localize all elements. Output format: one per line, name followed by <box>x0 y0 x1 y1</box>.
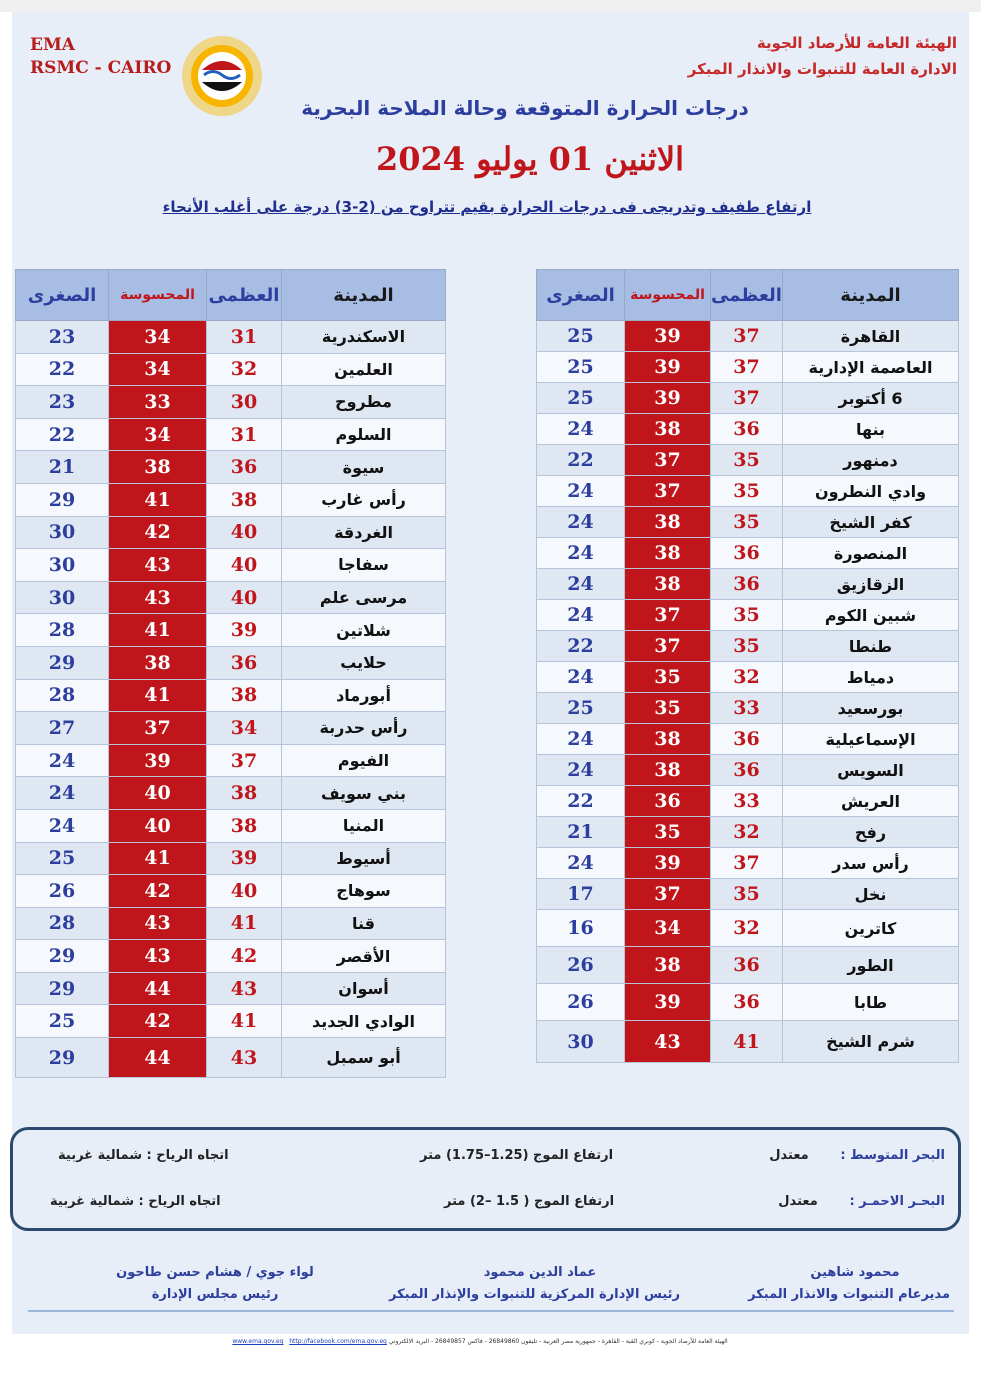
max-temp-cell: 35 <box>711 879 783 910</box>
min-temp-cell: 24 <box>537 414 625 445</box>
table-row <box>16 744 446 777</box>
max-temp-cell: 32 <box>711 662 783 693</box>
feels-like-cell: 41 <box>109 679 207 712</box>
max-temp-cell: 35 <box>711 631 783 662</box>
feels-like-cell: 41 <box>109 842 207 875</box>
min-temp-cell: 24 <box>537 476 625 507</box>
city-cell: مرسى علم <box>282 581 446 614</box>
city-cell: طابا <box>783 984 959 1021</box>
min-temp-cell: 22 <box>16 353 109 386</box>
red-sea-name-group <box>778 1194 945 1209</box>
feels-like-cell: 39 <box>625 848 711 879</box>
table-row <box>16 842 446 875</box>
feels-like-cell: 42 <box>109 875 207 908</box>
city-cell: أسيوط <box>282 842 446 875</box>
signature-director-general <box>748 1262 950 1306</box>
feels-like-cell: 38 <box>625 947 711 984</box>
right-strip <box>969 12 981 1373</box>
city-cell: السويس <box>783 755 959 786</box>
table-header-row <box>16 270 446 321</box>
table-row <box>537 352 959 383</box>
table-row <box>16 1038 446 1078</box>
city-cell: المنيا <box>282 809 446 842</box>
city-cell: الإسماعيلية <box>783 724 959 755</box>
table-row <box>16 907 446 940</box>
max-temp-cell: 40 <box>207 581 282 614</box>
min-temp-cell: 29 <box>16 972 109 1005</box>
min-temp-cell: 29 <box>16 940 109 973</box>
table-row <box>16 712 446 745</box>
table-row <box>16 972 446 1005</box>
feels-like-cell: 38 <box>625 569 711 600</box>
max-temp-cell: 38 <box>207 679 282 712</box>
table-row <box>16 386 446 419</box>
max-temp-cell: 43 <box>207 1038 282 1078</box>
table-row <box>16 549 446 582</box>
red-sea-wave: ارتفاع الموج ( 1.5 –2) متر <box>444 1194 615 1209</box>
max-temp-cell: 36 <box>711 724 783 755</box>
organization-name <box>688 30 957 82</box>
feels-like-cell: 38 <box>625 755 711 786</box>
signature-central-admin <box>389 1262 680 1306</box>
feels-like-cell: 35 <box>625 693 711 724</box>
city-cell: رأس حدربة <box>282 712 446 745</box>
min-temp-cell: 24 <box>537 848 625 879</box>
max-temp-cell: 41 <box>207 907 282 940</box>
min-temp-cell: 24 <box>537 507 625 538</box>
min-temp-cell: 21 <box>537 817 625 848</box>
red-sea-wind: اتجاه الرياح : شمالية غربية <box>50 1194 221 1209</box>
max-temp-cell: 36 <box>711 569 783 600</box>
max-temp-cell: 35 <box>711 507 783 538</box>
ema-label <box>30 34 171 80</box>
feels-like-cell: 44 <box>109 972 207 1005</box>
table-row <box>16 581 446 614</box>
table-row <box>16 679 446 712</box>
table-row <box>537 445 959 476</box>
min-temp-cell: 24 <box>537 569 625 600</box>
max-temp-cell: 34 <box>207 712 282 745</box>
left-temperature-table <box>15 269 446 1078</box>
table-row <box>537 631 959 662</box>
city-cell: طنطا <box>783 631 959 662</box>
table-row <box>537 538 959 569</box>
min-temp-cell: 25 <box>16 842 109 875</box>
city-cell: أسوان <box>282 972 446 1005</box>
feels-like-cell: 43 <box>109 940 207 973</box>
min-temp-cell: 24 <box>537 755 625 786</box>
table-row <box>16 418 446 451</box>
min-temp-cell: 25 <box>537 321 625 352</box>
forecast-date: الاثنين 01 يوليو 2024 <box>375 140 685 178</box>
table-row <box>16 1005 446 1038</box>
table-row <box>16 940 446 973</box>
header-max: العظمى <box>207 270 282 321</box>
min-temp-cell: 23 <box>16 321 109 354</box>
city-cell: أبورماد <box>282 679 446 712</box>
city-cell: الأقصر <box>282 940 446 973</box>
feels-like-cell: 40 <box>109 777 207 810</box>
city-cell: قنا <box>282 907 446 940</box>
max-temp-cell: 42 <box>207 940 282 973</box>
max-temp-cell: 38 <box>207 483 282 516</box>
min-temp-cell: 24 <box>537 600 625 631</box>
feels-like-cell: 39 <box>109 744 207 777</box>
city-cell: العاصمة الإدارية <box>783 352 959 383</box>
city-cell: شرم الشيخ <box>783 1021 959 1063</box>
feels-like-cell: 38 <box>625 724 711 755</box>
max-temp-cell: 39 <box>207 842 282 875</box>
city-cell: بورسعيد <box>783 693 959 724</box>
org-line2: الادارة العامة للتنبوات والانذار المبكر <box>687 60 957 78</box>
city-cell: المنصورة <box>783 538 959 569</box>
min-temp-cell: 30 <box>16 549 109 582</box>
table-row <box>537 984 959 1021</box>
med-sea-wind: اتجاه الرياح : شمالية غربية <box>58 1148 229 1163</box>
min-temp-cell: 28 <box>16 907 109 940</box>
table-row <box>16 614 446 647</box>
min-temp-cell: 30 <box>16 581 109 614</box>
min-temp-cell: 28 <box>16 614 109 647</box>
header-city: المدينة <box>783 270 959 321</box>
org-line1: الهيئة العامة للأرصاد الجوية <box>756 34 957 52</box>
min-temp-cell: 30 <box>16 516 109 549</box>
min-temp-cell: 26 <box>16 875 109 908</box>
max-temp-cell: 38 <box>207 809 282 842</box>
min-temp-cell: 22 <box>537 445 625 476</box>
header-max: العظمى <box>711 270 783 321</box>
city-cell: حلايب <box>282 646 446 679</box>
city-cell: أبو سمبل <box>282 1038 446 1078</box>
feels-like-cell: 42 <box>109 516 207 549</box>
min-temp-cell: 25 <box>537 352 625 383</box>
table-row <box>16 777 446 810</box>
table-row <box>16 483 446 516</box>
table-row <box>16 646 446 679</box>
feels-like-cell: 37 <box>625 445 711 476</box>
table-row <box>537 662 959 693</box>
table-row <box>537 755 959 786</box>
min-temp-cell: 24 <box>537 538 625 569</box>
city-cell: السلوم <box>282 418 446 451</box>
feels-like-cell: 42 <box>109 1005 207 1038</box>
forecast-summary: ارتفاع طفيف وتدريجى فى درجات الحرارة بقيم تتراوح من (2-3) درجة على أغلب الأنحاء <box>162 198 812 216</box>
feels-like-cell: 38 <box>625 538 711 569</box>
city-cell: الزقازيق <box>783 569 959 600</box>
feels-like-cell: 44 <box>109 1038 207 1078</box>
top-strip <box>0 0 981 12</box>
header-feels: المحسوسة <box>625 270 711 321</box>
min-temp-cell: 25 <box>537 383 625 414</box>
max-temp-cell: 35 <box>711 600 783 631</box>
city-cell: دمياط <box>783 662 959 693</box>
table-row <box>537 569 959 600</box>
max-temp-cell: 40 <box>207 549 282 582</box>
min-temp-cell: 29 <box>16 1038 109 1078</box>
page-title: درجات الحرارة المتوقعة وحالة الملاحة البحرية <box>301 96 749 120</box>
footer-text: الهيئة العامة للأرصاد الجوية - كوبري القبة - القاهرة - جمهورية مصر العربية - تليفون 26849860 - فاكس 26849857 - البريد الالكتروني <box>388 1338 728 1345</box>
feels-like-cell: 38 <box>109 646 207 679</box>
city-cell: العريش <box>783 786 959 817</box>
feels-like-cell: 43 <box>625 1021 711 1063</box>
feels-like-cell: 35 <box>625 817 711 848</box>
feels-like-cell: 37 <box>109 712 207 745</box>
feels-like-cell: 37 <box>625 476 711 507</box>
max-temp-cell: 36 <box>711 755 783 786</box>
max-temp-cell: 36 <box>207 451 282 484</box>
city-cell: سفاجا <box>282 549 446 582</box>
feels-like-cell: 43 <box>109 907 207 940</box>
table-row <box>16 451 446 484</box>
med-sea-name-group <box>769 1148 945 1163</box>
feels-like-cell: 39 <box>625 352 711 383</box>
city-cell: شبين الكوم <box>783 600 959 631</box>
max-temp-cell: 36 <box>711 984 783 1021</box>
feels-like-cell: 33 <box>109 386 207 419</box>
city-cell: بني سويف <box>282 777 446 810</box>
max-temp-cell: 37 <box>711 352 783 383</box>
city-cell: كاترين <box>783 910 959 947</box>
min-temp-cell: 28 <box>16 679 109 712</box>
feels-like-cell: 39 <box>625 383 711 414</box>
feels-like-cell: 43 <box>109 549 207 582</box>
feels-like-cell: 36 <box>625 786 711 817</box>
signature-name: عماد الدين محمود <box>483 1265 597 1280</box>
min-temp-cell: 22 <box>537 631 625 662</box>
signature-role: مديرعام التنبوات والانذار المبكر <box>748 1287 950 1302</box>
signature-name: محمود شاهين <box>810 1265 900 1280</box>
signature-role: رئيس مجلس الإدارة <box>151 1287 279 1302</box>
city-cell: الغردقة <box>282 516 446 549</box>
city-cell: كفر الشيخ <box>783 507 959 538</box>
max-temp-cell: 32 <box>711 817 783 848</box>
table-row <box>537 693 959 724</box>
min-temp-cell: 30 <box>537 1021 625 1063</box>
min-temp-cell: 21 <box>16 451 109 484</box>
table-header-row <box>537 270 959 321</box>
table-row <box>537 947 959 984</box>
city-cell: دمنهور <box>783 445 959 476</box>
red-sea-name: البحـر الاحمـر : <box>849 1194 945 1209</box>
min-temp-cell: 24 <box>16 744 109 777</box>
min-temp-cell: 27 <box>16 712 109 745</box>
right-temperature-table <box>536 269 959 1063</box>
max-temp-cell: 38 <box>207 777 282 810</box>
min-temp-cell: 22 <box>16 418 109 451</box>
max-temp-cell: 41 <box>711 1021 783 1063</box>
max-temp-cell: 32 <box>711 910 783 947</box>
min-temp-cell: 24 <box>537 662 625 693</box>
max-temp-cell: 35 <box>711 445 783 476</box>
table-row <box>537 724 959 755</box>
table-row <box>537 1021 959 1063</box>
max-temp-cell: 30 <box>207 386 282 419</box>
max-temp-cell: 33 <box>711 693 783 724</box>
table-row <box>537 414 959 445</box>
city-cell: سوهاج <box>282 875 446 908</box>
signature-chairman <box>110 1262 320 1306</box>
city-cell: الفيوم <box>282 744 446 777</box>
feels-like-cell: 38 <box>109 451 207 484</box>
footer <box>20 1338 940 1345</box>
min-temp-cell: 24 <box>16 809 109 842</box>
max-temp-cell: 36 <box>711 414 783 445</box>
feels-like-cell: 37 <box>625 879 711 910</box>
city-cell: بنها <box>783 414 959 445</box>
max-temp-cell: 37 <box>711 848 783 879</box>
feels-like-cell: 37 <box>625 600 711 631</box>
table-row <box>537 848 959 879</box>
min-temp-cell: 16 <box>537 910 625 947</box>
min-temp-cell: 17 <box>537 879 625 910</box>
min-temp-cell: 24 <box>16 777 109 810</box>
min-temp-cell: 24 <box>537 724 625 755</box>
feels-like-cell: 39 <box>625 984 711 1021</box>
city-cell: مطروح <box>282 386 446 419</box>
signature-role: رئيس الإدارة المركزية للتنبوات والإنذار المبكر <box>389 1287 680 1302</box>
table-row <box>16 875 446 908</box>
city-cell: القاهرة <box>783 321 959 352</box>
max-temp-cell: 36 <box>711 538 783 569</box>
feels-like-cell: 38 <box>625 414 711 445</box>
table-row <box>16 809 446 842</box>
table-row <box>537 321 959 352</box>
city-cell: نخل <box>783 879 959 910</box>
feels-like-cell: 39 <box>625 321 711 352</box>
footer-facebook-link[interactable]: http://facebook.com/ema.gov.eg <box>289 1338 387 1345</box>
city-cell: سيوة <box>282 451 446 484</box>
city-cell: الوادي الجديد <box>282 1005 446 1038</box>
feels-like-cell: 34 <box>625 910 711 947</box>
max-temp-cell: 43 <box>207 972 282 1005</box>
city-cell: العلمين <box>282 353 446 386</box>
max-temp-cell: 37 <box>207 744 282 777</box>
min-temp-cell: 26 <box>537 947 625 984</box>
med-sea-state: معتدل <box>769 1148 809 1163</box>
city-cell: 6 أكتوبر <box>783 383 959 414</box>
red-sea-state: معتدل <box>778 1194 818 1209</box>
table-row <box>537 786 959 817</box>
city-cell: رفح <box>783 817 959 848</box>
min-temp-cell: 25 <box>16 1005 109 1038</box>
med-sea-wave: ارتفاع الموج (1.25–1.75) متر <box>420 1148 614 1163</box>
max-temp-cell: 31 <box>207 418 282 451</box>
max-temp-cell: 32 <box>207 353 282 386</box>
feels-like-cell: 34 <box>109 418 207 451</box>
max-temp-cell: 31 <box>207 321 282 354</box>
table-row <box>537 600 959 631</box>
min-temp-cell: 23 <box>16 386 109 419</box>
marine-conditions-box <box>10 1127 961 1231</box>
ema-line2: RSMC - CAIRO <box>30 58 172 78</box>
ema-line1: EMA <box>30 35 75 55</box>
max-temp-cell: 33 <box>711 786 783 817</box>
table-row <box>537 910 959 947</box>
city-cell: شلاتين <box>282 614 446 647</box>
min-temp-cell: 26 <box>537 984 625 1021</box>
max-temp-cell: 35 <box>711 476 783 507</box>
max-temp-cell: 40 <box>207 875 282 908</box>
feels-like-cell: 41 <box>109 614 207 647</box>
min-temp-cell: 22 <box>537 786 625 817</box>
min-temp-cell: 25 <box>537 693 625 724</box>
table-row <box>537 879 959 910</box>
header-min: الصغرى <box>16 270 109 321</box>
max-temp-cell: 36 <box>711 947 783 984</box>
footer-website-link[interactable]: www.ema.gov.eg <box>232 1338 284 1345</box>
header-min: الصغرى <box>537 270 625 321</box>
max-temp-cell: 36 <box>207 646 282 679</box>
med-sea-name: البحر المتوسط : <box>840 1148 945 1163</box>
feels-like-cell: 35 <box>625 662 711 693</box>
max-temp-cell: 39 <box>207 614 282 647</box>
city-cell: الاسكندرية <box>282 321 446 354</box>
feels-like-cell: 34 <box>109 353 207 386</box>
table-row <box>537 507 959 538</box>
city-cell: الطور <box>783 947 959 984</box>
feels-like-cell: 43 <box>109 581 207 614</box>
signature-name: لواء جوي / هشام حسن طاحون <box>116 1265 314 1280</box>
max-temp-cell: 37 <box>711 383 783 414</box>
footer-divider <box>28 1310 954 1312</box>
min-temp-cell: 29 <box>16 483 109 516</box>
table-row <box>537 476 959 507</box>
max-temp-cell: 37 <box>711 321 783 352</box>
table-row <box>537 817 959 848</box>
max-temp-cell: 40 <box>207 516 282 549</box>
city-cell: رأس سدر <box>783 848 959 879</box>
feels-like-cell: 37 <box>625 631 711 662</box>
table-row <box>16 516 446 549</box>
min-temp-cell: 29 <box>16 646 109 679</box>
table-row <box>16 353 446 386</box>
feels-like-cell: 41 <box>109 483 207 516</box>
header-feels: المحسوسة <box>109 270 207 321</box>
header-city: المدينة <box>282 270 446 321</box>
city-cell: رأس غارب <box>282 483 446 516</box>
max-temp-cell: 41 <box>207 1005 282 1038</box>
city-cell: وادي النطرون <box>783 476 959 507</box>
feels-like-cell: 38 <box>625 507 711 538</box>
table-row <box>537 383 959 414</box>
feels-like-cell: 34 <box>109 321 207 354</box>
table-row <box>16 321 446 354</box>
feels-like-cell: 40 <box>109 809 207 842</box>
